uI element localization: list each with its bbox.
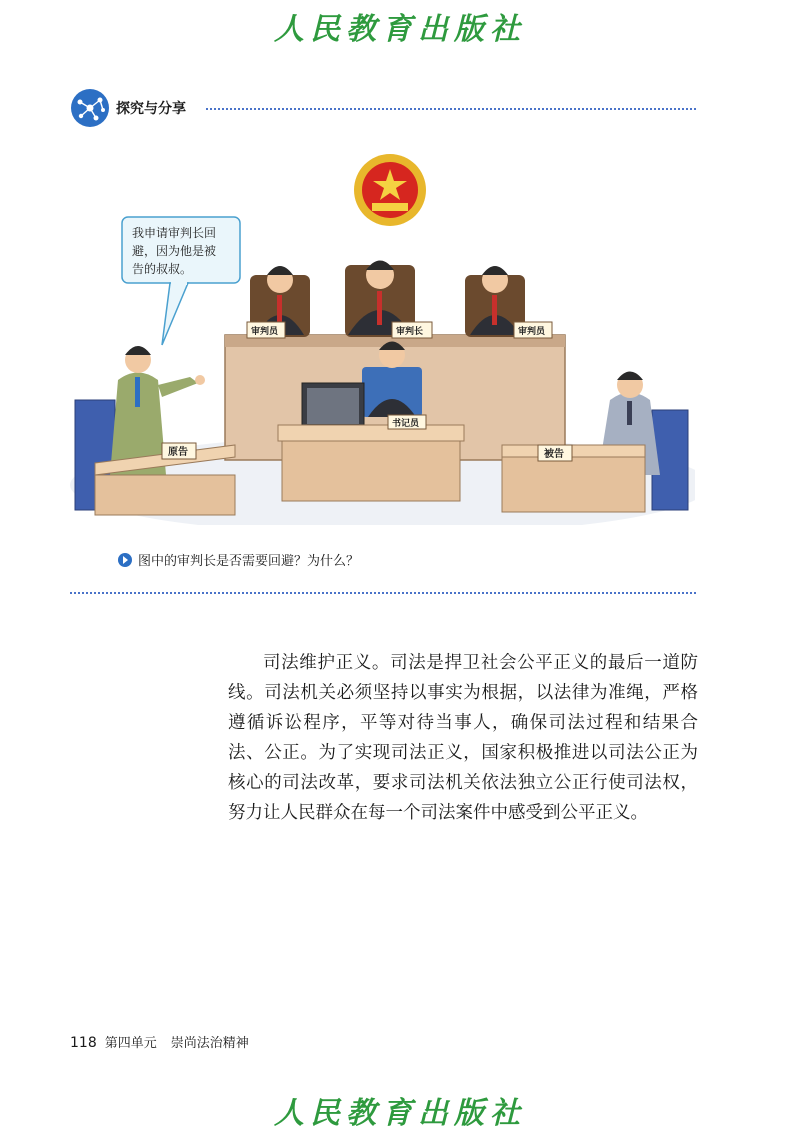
dotted-divider-bottom [70, 592, 696, 594]
discussion-question [118, 550, 359, 569]
unit-title: 崇尚法治精神 [170, 1036, 249, 1051]
dotted-divider-top [206, 108, 696, 110]
speech-line-1: 我申请审判长回 [132, 226, 217, 240]
speech-bubble [122, 217, 240, 345]
arrow-bullet-icon [118, 553, 132, 567]
question-text: 图中的审判长是否需要回避？为什么？ [138, 554, 360, 569]
speech-line-2: 避，因为他是被 [132, 244, 217, 258]
nameplate-judge-right: 审判员 [518, 327, 546, 337]
publisher-watermark-bottom: 人民教育出版社 [274, 1096, 526, 1131]
nameplate-defendant: 被告 [544, 449, 564, 460]
section-title: 探究与分享 [116, 101, 186, 117]
publisher-watermark-top: 人民教育出版社 [274, 12, 526, 47]
page-footer [70, 1032, 249, 1051]
page-number: 118 [70, 1035, 97, 1051]
molecule-network-icon [70, 88, 110, 128]
national-emblem-icon [354, 154, 426, 226]
body-text [228, 648, 698, 828]
nameplate-clerk: 书记员 [392, 419, 420, 429]
body-paragraph: 司法维护正义。司法是捍卫社会公平正义的最后一道防线。司法机关必须坚持以事实为根据，以法律为准绳，严格遵循诉讼程序，平等对待当事人，确保司法过程和结果合法、公正。为了实现司法正义，国家积极推进以司法公正为核心的司法改革，要求司法机关依法独立公正行使司法权，努力让人民群众在每一个司法案件中感受到公平正义。 [228, 653, 698, 823]
unit-label: 第四单元 [104, 1036, 157, 1051]
courtroom-illustration [70, 145, 695, 525]
nameplate-plaintiff: 原告 [168, 447, 188, 458]
nameplate-judge-left: 审判员 [251, 327, 279, 337]
nameplate-chief-judge: 审判长 [396, 327, 424, 337]
speech-line-3: 告的叔叔。 [132, 262, 193, 276]
